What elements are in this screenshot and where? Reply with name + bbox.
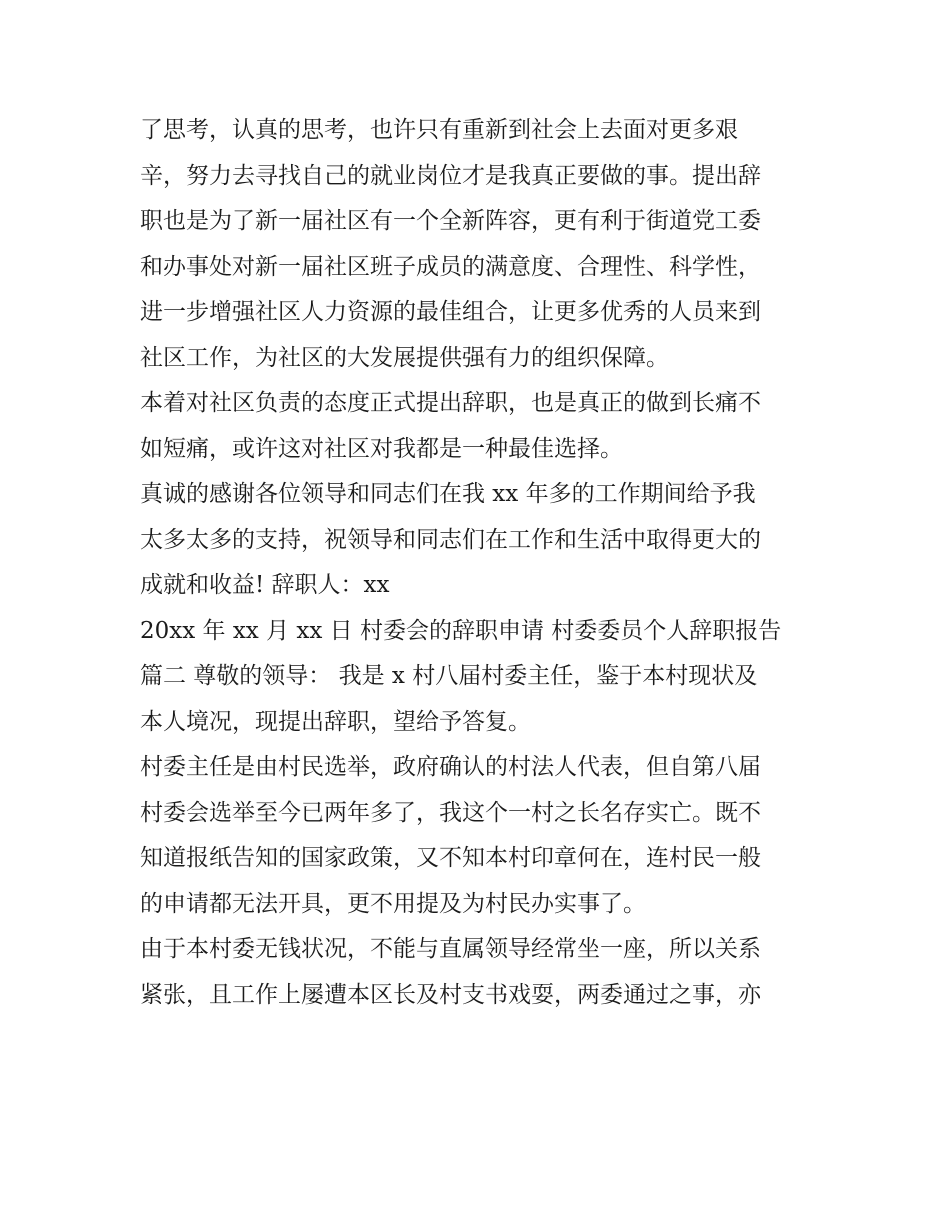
text-line: 了思考，认真的思考，也许只有重新到社会上去面对更多艰 [140,117,738,143]
text-line: 社区工作，为社区的大发展提供强有力的组织保障。 [140,344,669,371]
text-line: 本人境况，现提出辞职，望给予答复。 [140,708,531,735]
text-line: 知道报纸告知的国家政策，又不知本村印章何在，连村民一般 [140,845,761,871]
text-line: 村委主任是由村民选举，政府确认的村法人代表，但自第八届 [140,754,761,780]
document-body [140,108,820,1018]
text-line: 的申请都无法开具，更不用提及为村民办实事了。 [140,890,646,917]
text-line: 如短痛，或许这对社区对我都是一种最佳选择。 [140,435,623,462]
text-line: 太多太多的支持，祝领导和同志们在工作和生活中取得更大的 [140,526,761,553]
text-line: 20xx 年 xx 月 xx 日 村委会的辞职申请 村委委员个人辞职报告 [140,617,782,644]
text-line: 进一步增强社区人力资源的最佳组合，让更多优秀的人员来到 [140,299,761,325]
text-line: 本着对社区负责的态度正式提出辞职，也是真正的做到长痛不 [140,390,761,416]
text-line: 真诚的感谢各位领导和同志们在我 xx 年多的工作期间给予我 [140,481,756,507]
text-line: 村委会选举至今已两年多了，我这个一村之长名存实亡。既不 [140,799,761,826]
text-line: 紧张，且工作上屡遭本区长及村支书戏耍，两委通过之事，亦 [140,981,761,1008]
text-line: 职也是为了新一届社区有一个全新阵容，更有利于街道党工委 [140,208,761,234]
text-line: 和办事处对新一届社区班子成员的满意度、合理性、科学性， [140,253,761,280]
text-line: 篇二 尊敬的领导： 我是 x 村八届村委主任，鉴于本村现状及 [140,663,758,689]
text-line: 由于本村委无钱状况，不能与直属领导经常坐一座，所以关系 [140,936,761,962]
text-line: 辛，努力去寻找自己的就业岗位才是我真正要做的事。提出辞 [140,162,761,189]
text-line: 成就和收益! 辞职人：xx [140,572,390,598]
